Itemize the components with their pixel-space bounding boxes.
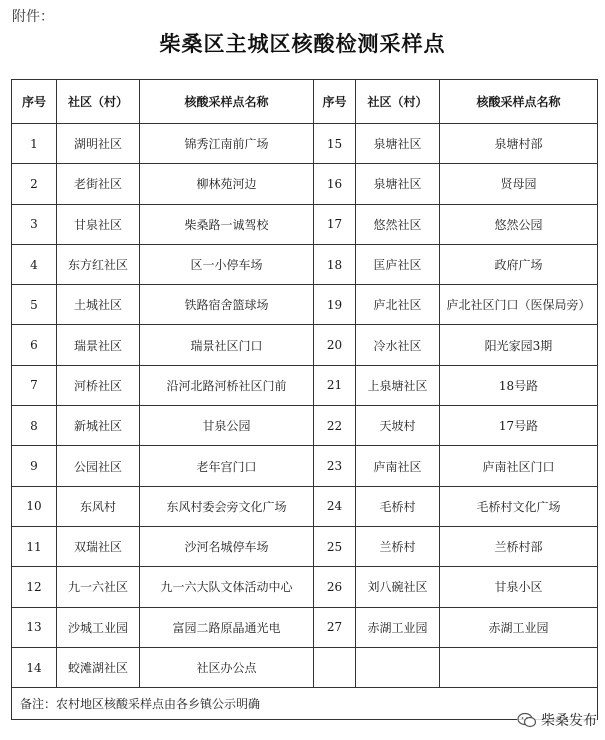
right-community-cell: 毛桥村 (356, 486, 440, 526)
note-text: 备注：农村地区核酸采样点由各乡镇公示明确 (12, 688, 598, 720)
page-title: 柴桑区主城区核酸检测采样点 (159, 32, 446, 56)
right-no-cell: 15 (314, 124, 356, 164)
left-site-cell: 东风村委会旁文化广场 (140, 486, 314, 526)
left-no-cell: 3 (12, 204, 57, 244)
right-no-cell: 27 (314, 607, 356, 647)
left-community-cell: 东风村 (57, 486, 140, 526)
left-community-cell: 九一六社区 (57, 567, 140, 607)
note-row (12, 688, 598, 720)
right-no-cell: 20 (314, 325, 356, 365)
right-site-cell: 悠然公园 (440, 204, 598, 244)
left-no-cell: 9 (12, 446, 57, 486)
right-community-cell: 匡庐社区 (356, 244, 440, 284)
left-community-cell: 东方红社区 (57, 244, 140, 284)
right-site-cell: 17号路 (440, 406, 598, 446)
left-no-cell: 12 (12, 567, 57, 607)
watermark (517, 710, 597, 730)
right-no-cell: 23 (314, 446, 356, 486)
right-site-cell (440, 647, 598, 687)
table-row (12, 164, 598, 204)
header-community-right: 社区（村） (356, 80, 440, 124)
header-community-left: 社区（村） (57, 80, 140, 124)
sampling-sites-table (11, 79, 598, 720)
right-no-cell (314, 647, 356, 687)
table-row (12, 204, 598, 244)
right-site-cell: 庐北社区门口（医保局旁） (440, 285, 598, 325)
left-no-cell: 2 (12, 164, 57, 204)
right-site-cell: 阳光家园3期 (440, 325, 598, 365)
left-no-cell: 6 (12, 325, 57, 365)
watermark-text: 柴桑发布 (541, 713, 597, 729)
right-site-cell: 政府广场 (440, 244, 598, 284)
table-row (12, 567, 598, 607)
left-site-cell: 富园二路原晶通光电 (140, 607, 314, 647)
right-site-cell: 毛桥村文化广场 (440, 486, 598, 526)
table-row (12, 526, 598, 566)
left-site-cell: 沿河北路河桥社区门前 (140, 365, 314, 405)
left-community-cell: 沙城工业园 (57, 607, 140, 647)
left-site-cell: 柳林苑河边 (140, 164, 314, 204)
left-site-cell: 甘泉公园 (140, 406, 314, 446)
table-row (12, 446, 598, 486)
left-site-cell: 柴桑路一诚驾校 (140, 204, 314, 244)
left-community-cell: 公园社区 (57, 446, 140, 486)
right-community-cell: 赤湖工业园 (356, 607, 440, 647)
right-no-cell: 16 (314, 164, 356, 204)
left-site-cell: 铁路宿舍篮球场 (140, 285, 314, 325)
right-community-cell: 泉塘社区 (356, 164, 440, 204)
left-community-cell: 湖明社区 (57, 124, 140, 164)
left-community-cell: 蛟滩湖社区 (57, 647, 140, 687)
left-site-cell: 瑞景社区门口 (140, 325, 314, 365)
left-no-cell: 14 (12, 647, 57, 687)
table-row (12, 607, 598, 647)
right-community-cell: 天坡村 (356, 406, 440, 446)
right-site-cell: 甘泉小区 (440, 567, 598, 607)
left-no-cell: 1 (12, 124, 57, 164)
right-site-cell: 贤母园 (440, 164, 598, 204)
right-community-cell: 庐北社区 (356, 285, 440, 325)
header-no-right: 序号 (314, 80, 356, 124)
left-no-cell: 8 (12, 406, 57, 446)
left-no-cell: 11 (12, 526, 57, 566)
right-community-cell (356, 647, 440, 687)
right-no-cell: 17 (314, 204, 356, 244)
table-row (12, 365, 598, 405)
left-community-cell: 甘泉社区 (57, 204, 140, 244)
right-no-cell: 18 (314, 244, 356, 284)
right-community-cell: 悠然社区 (356, 204, 440, 244)
left-no-cell: 10 (12, 486, 57, 526)
right-community-cell: 冷水社区 (356, 325, 440, 365)
right-site-cell: 18号路 (440, 365, 598, 405)
header-no-left: 序号 (12, 80, 57, 124)
left-no-cell: 5 (12, 285, 57, 325)
left-site-cell: 锦秀江南前广场 (140, 124, 314, 164)
table-row (12, 647, 598, 687)
right-no-cell: 25 (314, 526, 356, 566)
right-community-cell: 上泉塘社区 (356, 365, 440, 405)
right-no-cell: 21 (314, 365, 356, 405)
right-no-cell: 19 (314, 285, 356, 325)
table-header-row (12, 80, 598, 124)
right-no-cell: 26 (314, 567, 356, 607)
right-community-cell: 刘八碗社区 (356, 567, 440, 607)
left-site-cell: 老年宫门口 (140, 446, 314, 486)
right-site-cell: 兰桥村部 (440, 526, 598, 566)
left-community-cell: 双瑞社区 (57, 526, 140, 566)
header-site-left: 核酸采样点名称 (140, 80, 314, 124)
right-no-cell: 24 (314, 486, 356, 526)
right-community-cell: 庐南社区 (356, 446, 440, 486)
left-community-cell: 土城社区 (57, 285, 140, 325)
right-site-cell: 赤湖工业园 (440, 607, 598, 647)
attachment-label: 附件： (12, 9, 54, 25)
right-site-cell: 庐南社区门口 (440, 446, 598, 486)
right-community-cell: 泉塘社区 (356, 124, 440, 164)
wechat-icon (517, 712, 537, 728)
left-community-cell: 新城社区 (57, 406, 140, 446)
left-site-cell: 九一六大队文体活动中心 (140, 567, 314, 607)
left-site-cell: 沙河名城停车场 (140, 526, 314, 566)
left-community-cell: 瑞景社区 (57, 325, 140, 365)
table-row (12, 285, 598, 325)
table-row (12, 486, 598, 526)
left-no-cell: 13 (12, 607, 57, 647)
table-row (12, 124, 598, 164)
table-row (12, 406, 598, 446)
left-site-cell: 社区办公点 (140, 647, 314, 687)
table-row (12, 325, 598, 365)
right-community-cell: 兰桥村 (356, 526, 440, 566)
left-no-cell: 4 (12, 244, 57, 284)
right-site-cell: 泉塘村部 (440, 124, 598, 164)
left-community-cell: 老街社区 (57, 164, 140, 204)
table-row (12, 244, 598, 284)
header-site-right: 核酸采样点名称 (440, 80, 598, 124)
left-no-cell: 7 (12, 365, 57, 405)
left-community-cell: 河桥社区 (57, 365, 140, 405)
right-no-cell: 22 (314, 406, 356, 446)
left-site-cell: 区一小停车场 (140, 244, 314, 284)
